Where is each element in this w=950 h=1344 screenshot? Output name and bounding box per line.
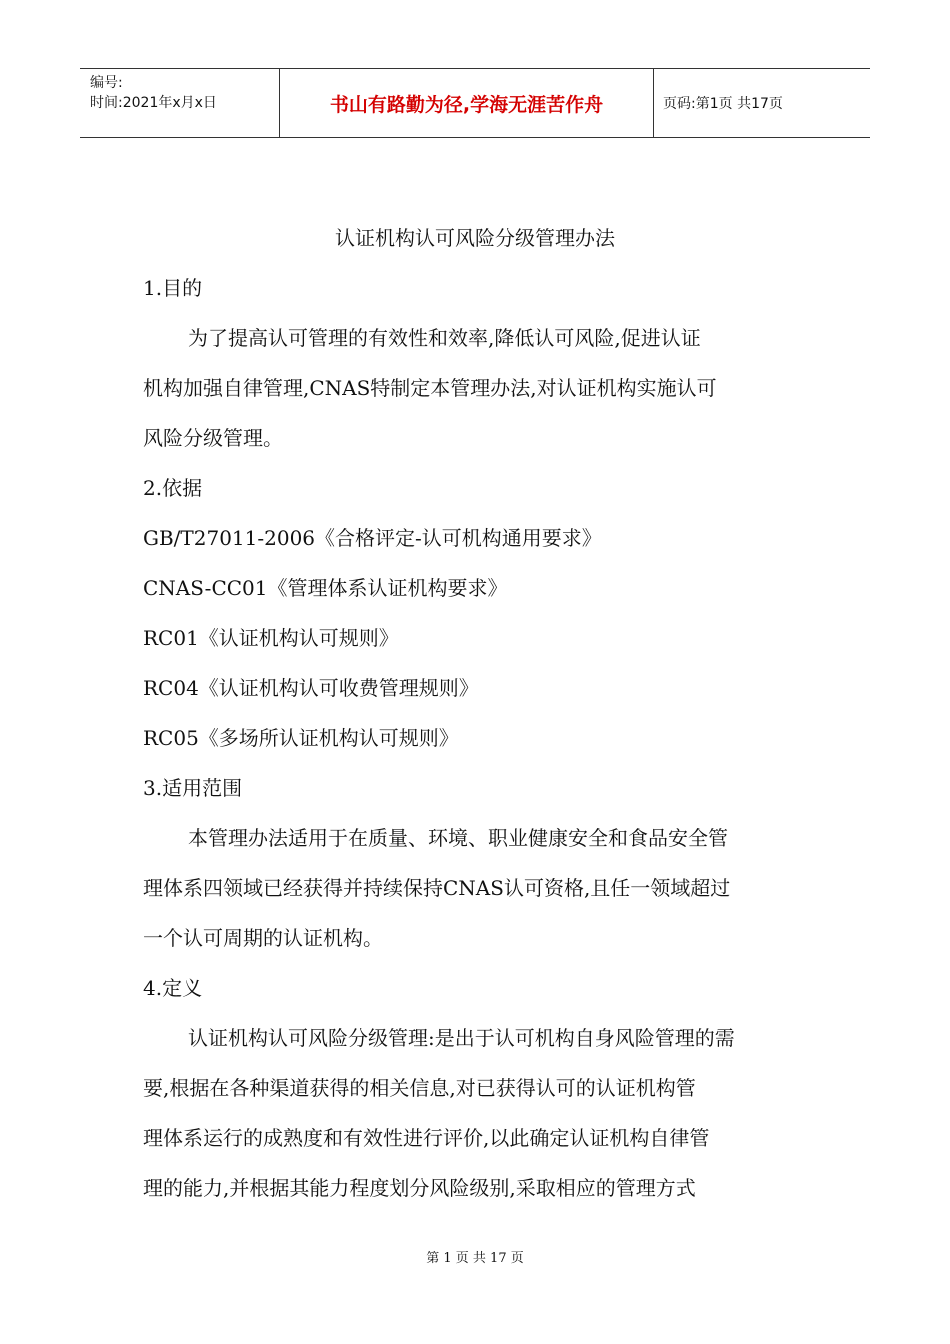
time-label: 时间:2021年x月x日 (90, 95, 217, 111)
header-motto: 书山有路勤为径,学海无涯苦作舟 (280, 69, 654, 137)
paragraph-line: 认证机构认可风险分级管理:是出于认可机构自身风险管理的需 (188, 1026, 735, 1050)
header-table (80, 68, 870, 138)
section-heading: 4.定义 (143, 976, 203, 1000)
paragraph-line: 要,根据在各种渠道获得的相关信息,对已获得认可的认证机构管 (143, 1076, 696, 1100)
page-footer: 第 1 页 共 17 页 (426, 1251, 524, 1266)
section-heading: 2.依据 (143, 476, 203, 500)
paragraph-line: 为了提高认可管理的有效性和效率,降低认可风险,促进认证 (188, 326, 701, 350)
reference-item: RC05《多场所认证机构认可规则》 (143, 726, 459, 750)
number-label: 编号: (90, 75, 123, 91)
paragraph-line: 一个认可周期的认证机构。 (143, 926, 383, 950)
header-page-info: 页码:第1页 共17页 (663, 96, 783, 112)
reference-item: RC01《认证机构认可规则》 (143, 626, 399, 650)
reference-item: CNAS-CC01《管理体系认证机构要求》 (143, 576, 508, 600)
paragraph-line: 理的能力,并根据其能力程度划分风险级别,采取相应的管理方式 (143, 1176, 696, 1200)
reference-item: GB/T27011-2006《合格评定-认可机构通用要求》 (143, 526, 602, 550)
reference-item: RC04《认证机构认可收费管理规则》 (143, 676, 479, 700)
section-heading: 1.目的 (143, 276, 203, 300)
paragraph-line: 机构加强自律管理,CNAS特制定本管理办法,对认证机构实施认可 (143, 376, 717, 400)
paragraph-line: 理体系运行的成熟度和有效性进行评价,以此确定认证机构自律管 (143, 1126, 710, 1150)
document-title: 认证机构认可风险分级管理办法 (335, 226, 615, 250)
paragraph-line: 理体系四领域已经获得并持续保持CNAS认可资格,且任一领域超过 (143, 876, 731, 900)
paragraph-line: 风险分级管理。 (143, 426, 283, 450)
paragraph-line: 本管理办法适用于在质量、环境、职业健康安全和食品安全管 (188, 826, 728, 850)
header-meta (80, 69, 280, 137)
section-heading: 3.适用范围 (143, 776, 243, 800)
